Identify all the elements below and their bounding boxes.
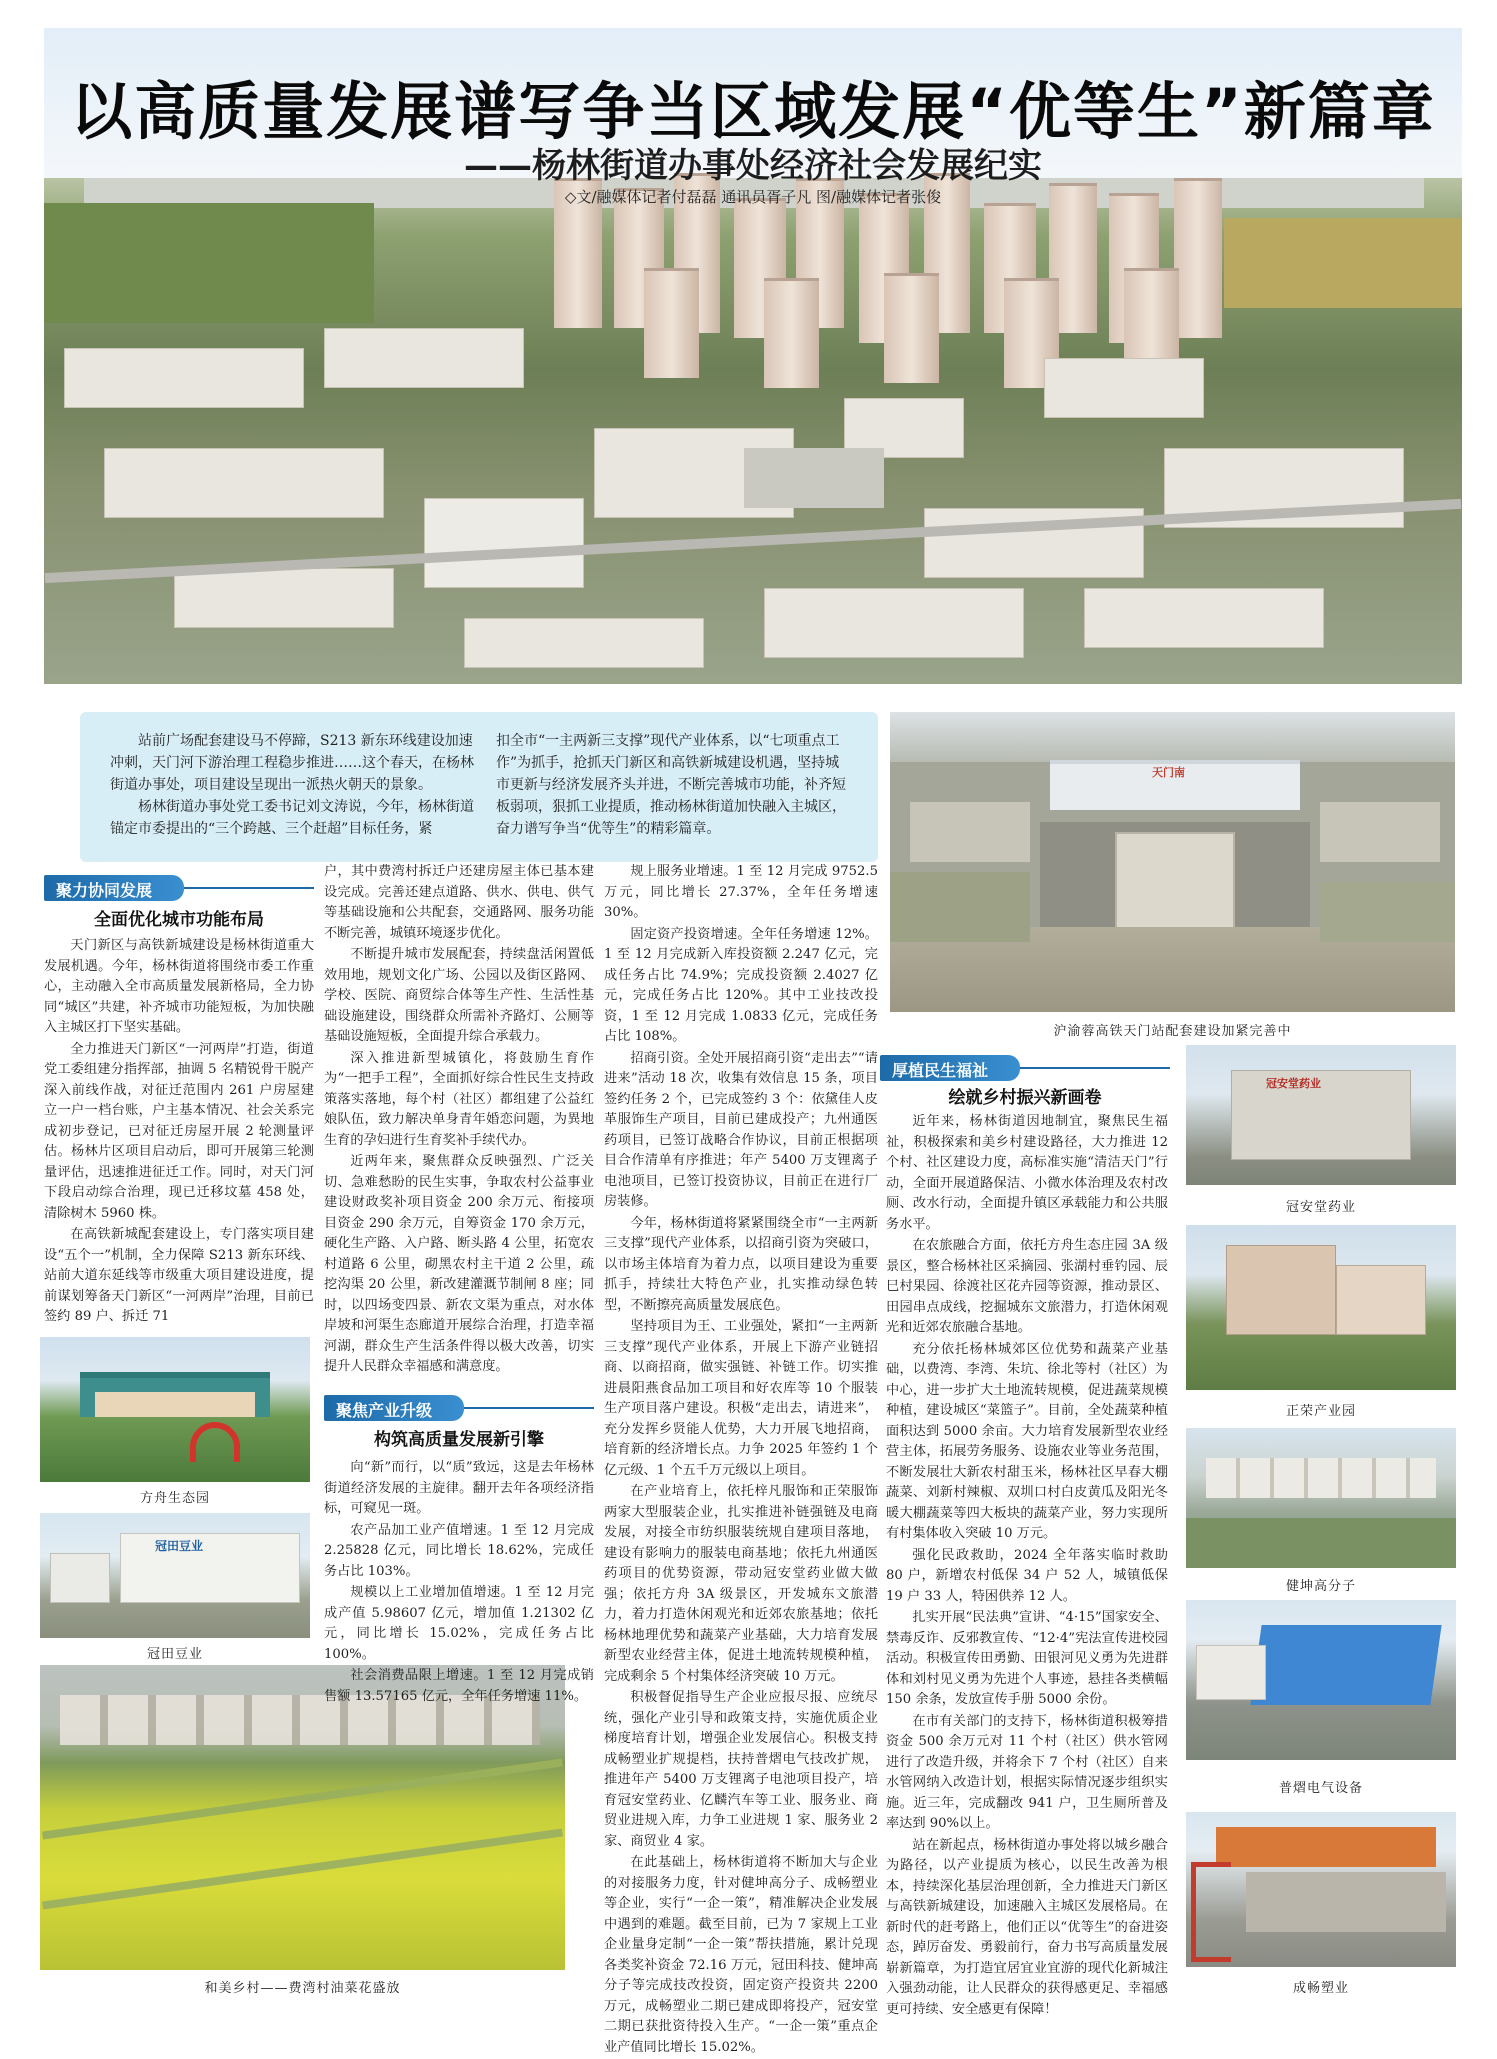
paragraph: 积极督促指导生产企业应报尽报、应统尽统，强化产业引导和政策支持，实施优质企业梯度培育计划，增强企业发展信心。积极支持成畅塑业扩规提档，扶持普熠电气技改扩规，推进年产 5400 万支锂离子电池项目投产，培育冠安堂药业、亿麟汽车等工业、服务业、商贸业进规入库，力争工业进规 1 家、服务业 2 家、商贸业 4 家。 [604,1690,878,1849]
hero-aerial-photo [44,28,1462,684]
intro-box [80,712,878,862]
paragraph: 天门新区与高铁新城建设是杨林街道重大发展机遇。今年，杨林街道将围绕市委工作重心，主动融入全市高质量发展新格局，全力协同“城区”共建，补齐城市功能短板，为加快融入主城区打下坚实基础。 [44,938,314,1035]
headline: 以高质量发展谱写争当区域发展“优等生”新篇章 [70,75,1436,148]
photo-zhengrong [1186,1225,1456,1390]
photo-rapeseed [40,1665,565,1970]
intro-paragraph: 扣全市“一主两新三支撑”现代产业体系，以“七项重点工作”为抓手，抢抓天门新区和高铁新城建设机遇，坚持城市更新与经济发展齐头并进，不断完善城市功能，补齐短板弱项，狠抓工业提质，推动杨林街道加快融入主城区，奋力谱写争当“优等生”的精彩篇章。 [496,733,846,837]
caption-jiankun: 健坤高分子 [1285,1579,1356,1594]
paragraph: 在市有关部门的支持下，杨林街道积极筹措资金 500 余万元对 11 个村（社区）供水管网进行了改造升级，并将余下 7 个村（社区）自来水管网纳入改造计划，根据实际情况逐步组织实施。近三年，完成翻改 941 户，卫生厕所普及率达到 90%以上。 [886,1713,1168,1831]
station-sign: 天门南 [1152,766,1185,779]
section-title-2: 构筑高质量发展新引擎 [374,1430,544,1450]
paragraph: 近两年来，聚焦群众反映强烈、广泛关切、急难愁盼的民生实事，争取农村公益事业建设财政奖补项目资金 200 余万元、衔接项目资金 290 余万元，自筹资金 170 余万元，硬化生产路、入户路、断头路 4 公里，拓宽农村道路 6 公里，砌黑农村主干道 2 公里，疏挖沟渠 20 公里，新改建灌溉节制闸 8 座；同时，以四场变四景、新农文渠为重点，对水体岸坡和河渠生态廊道开展综合治理，打造幸福河湖，群众生产生活条件得以极大改善，切实提升人民群众幸福感和满意度。 [324,1154,594,1374]
paragraph: 在农旅融合方面，依托方舟生态庄园 3A 级景区，整合杨林社区采摘园、张湖村垂钓园、辰巳村果园、徐渡社区花卉园等资源，推动景区、田园串点成线，挖掘城东文旅潜力，打造休闲观光和近郊农旅融合基地。 [886,1238,1168,1335]
caption-puyi: 普熠电气设备 [1278,1781,1363,1796]
section-title-1: 全面优化城市功能布局 [94,910,264,930]
section-title-3: 绘就乡村振兴新画卷 [948,1088,1102,1108]
paragraph: 社会消费品限上增速。1 至 12 月完成销售额 13.57165 亿元，全年任务增速 11%。 [324,1668,594,1704]
column-a [44,936,314,1329]
paragraph: 今年，杨林街道将紧紧围绕全市“一主两新三支撑”现代产业体系，以招商引资为突破口，以市场主体培育为着力点，以项目建设为重要抓手，持续壮大特色产业，扎实推动绿色转型，不断擦亮高质量发展底色。 [604,1215,878,1313]
section-rule [464,1407,594,1409]
caption-guantian: 冠田豆业 [146,1647,203,1662]
paragraph: 在此基础上，杨林街道将不断加大与企业的对接服务力度，针对健坤高分子、成畅塑业等企业，实行“一企一策”，精准解决企业发展中遇到的难题。截至目前，已为 7 家规上工业企业量身定制“一企一策”帮扶措施，累计兑现各类奖补资金 72.16 万元，冠田科技、健坤高分子等完成技改投资，固定资产投资共 2200 万元，成畅塑业二期已建成即将投产，冠安堂二期已获批资待投入生产。“一企一策”重点企业产值同比增长 15.02%。 [604,1855,878,2055]
caption-zhengrong: 正荣产业园 [1285,1404,1356,1419]
paragraph: 坚持项目为王、工业强处，紧扣“一主两新三支撑”现代产业体系，开展上下游产业链招商、以商招商，做实强链、补链工作。切实推进晨阳燕食品加工项目和好农库等 10 个服装生产项目落户建设。积极“走出去，请进来”，充分发挥乡贤能人优势，大力开展飞地招商，培育新的经济增长点。力争 2025 年签约 1 个亿元级、1 个五千万元级以上项目。 [604,1319,878,1478]
station-photo [890,712,1455,1012]
paragraph: 全力推进天门新区“一河两岸”打造，街道党工委组建分指挥部，抽调 5 名精锐骨干脱产深入前线作战，对征迁范围内 261 户房屋建立一户一档台账，户主基本情况、社会关系完成初步登记，已对征迁房屋开展 2 轮测量评估。杨林片区项目启动后，即可开展第三轮测量评估，迅速推进征迁工作。同时，对天门河下段启动综合治理，现已迁移坟墓 458 处，清除树木 5960 株。 [44,1041,314,1221]
photo-puyi [1186,1600,1456,1760]
intro-paragraph: 站前广场配套建设马不停蹄，S213 新东环线建设加速冲刺，天门河下游治理工程稳步推进……这个春天，在杨林街道办事处，项目建设呈现出一派热火朝天的景象。 [110,733,474,793]
paragraph: 向“新”而行，以“质”致远，这是去年杨林街道经济发展的主旋律。翻开去年各项经济指标，可窥见一斑。 [324,1460,594,1516]
section-tag-2: 聚焦产业升级 [324,1395,464,1421]
guananta-sign: 冠安堂药业 [1266,1077,1321,1090]
paragraph: 扎实开展“民法典”宣讲、“4·15”国家安全、禁毒反诈、反邪教宣传、“12·4”宪法宣传进校园活动。积极宣传田勇勤、田银河见义勇为先进群体和刘村见义勇为先进个人事迹，悬挂各类横幅 150 余条，发放宣传手册 5000 余份。 [886,1610,1168,1707]
photo-jiankun [1186,1428,1456,1568]
paragraph: 招商引资。全处开展招商引资“走出去”“请进来”活动 18 次，收集有效信息 15 条，项目签约任务 2 个，已完成签约 3 个：依黛佳人皮革服饰生产项目，目前已建成投产；九州通医药项目，已签订战略合作协议，目前正根据项目合作清单有序推进；年产 5400 万支锂离子电池项目，已签订投资协议，目前正在进行厂房装修。 [604,1050,878,1209]
paragraph: 不断提升城市发展配套，持续盘活闲置低效用地，规划文化广场、公园以及街区路网、学校、医院、商贸综合体等生产性、生活性基础设施建设，围绕群众所需补齐路灯、公厕等基础设施短板，全面提升综合承载力。 [324,947,594,1044]
paragraph: 站在新起点，杨林街道办事处将以城乡融合为路径，以产业提质为核心，以民生改善为根本，持续深化基层治理创新，全力推进天门新区与高铁新城建设，加速融入主城区发展格局。在新时代的赶考路上，他们正以“优等生”的奋进姿态，踔厉奋发、勇毅前行，奋力书写高质量发展崭新篇章，为打造宜居宜业宜游的现代化新城注入强劲动能，让人民群众的获得感更足、幸福感更可持续、安全感更有保障！ [886,1837,1168,2017]
caption-rapeseed: 和美乡村——费湾村油菜花盛放 [204,1981,401,1996]
section-tag-3: 厚植民生福祉 [880,1055,1020,1081]
paragraph: 深入推进新型城镇化，将鼓励生育作为“一把手工程”，全面抓好综合性民生支持政策落实落地，每个村（社区）都组建了公益红娘队伍，致力解决单身青年婚恋问题，为異地生育的孕妇进行生育奖补手续代办。 [324,1050,594,1148]
photo-fangzhou [40,1337,310,1482]
section-rule [184,887,314,889]
caption-guananta: 冠安堂药业 [1285,1200,1356,1215]
column-b [324,862,594,1379]
paragraph: 规模以上工业增加值增速。1 至 12 月完成产值 5.98607 亿元，增加值 1.21302 亿元，同比增长 15.02%，完成任务占比 100%。 [324,1585,594,1662]
photo-guantian [40,1513,310,1638]
intro-column-1 [110,730,476,840]
guantian-sign: 冠田豆业 [155,1539,204,1553]
station-caption: 沪渝蓉高铁天门站配套建设加紧完善中 [1053,1024,1292,1039]
caption-fangzhou: 方舟生态园 [139,1491,210,1506]
caption-chengchang: 成畅塑业 [1292,1981,1349,1996]
paragraph: 固定资产投资增速。全年任务增速 12%。1 至 12 月完成新入库投资额 2.247 亿元，完成任务占比 74.9%；完成投资额 2.4027 亿元，完成任务占比 120%。其中工业技改投资，1 至 12 月完成 1.0833 亿元，完成任务占比 108%。 [604,926,878,1044]
column-c [604,862,878,2059]
paragraph: 在高铁新城配套建设上，专门落实项目建设“五个一”机制，全力保障 S213 新东环线、站前大道东延线等市级重大项目建设进度，提前谋划筹备天门新区“一河两岸”治理，目前已签约 89 户、拆迁 71 [44,1227,314,1324]
intro-paragraph: 杨林街道办事处党工委书记刘文涛说，今年，杨林街道锚定市委提出的“三个跨越、三个赶超”目标任务，紧 [110,799,474,837]
paragraph: 近年来，杨林街道因地制宜，聚焦民生福祉，积极探索和美乡村建设路径，大力推进 12 个村、社区建设力度，高标准实施“清洁天门”行动，全面开展道路保洁、小微水体治理及农村改厕、改水行动，全面提升镇区承载能力和公共服务水平。 [886,1114,1168,1232]
byline: ◇文/融媒体记者付磊磊 通讯员胥子凡 图/融媒体记者张俊 [564,188,942,206]
photo-chengchang [1186,1812,1456,1967]
column-b2 [324,1458,594,1708]
column-d [886,1112,1168,2021]
paragraph: 规上服务业增速。1 至 12 月完成 9752.5 万元，同比增长 27.37%，全年任务增速 30%。 [604,864,878,920]
section-tag-1: 聚力协同发展 [44,875,184,901]
paragraph: 在产业培育上，依托梓凡服饰和正荣服饰两家大型服装企业，扎实推进补链强链及电商发展，对接全市纺织服装统规自建项目落地，建设有影响力的服装电商基地；依托九州通医药项目的优势资源，带动冠安堂药业做大做强；依托方舟 3A 级景区，开发城东文旅潜力，着力打造休闲观光和近郊农旅基地；依托杨林地理优势和蔬菜产业基础，大力培育发展新型农业经营主体，促进土地流转规模种植，完成剩余 5 个村集体经济突破 10 万元。 [604,1484,878,1684]
subheadline: ——杨林街道办事处经济社会发展纪实 [464,146,1042,186]
photo-guananta [1186,1045,1456,1185]
paragraph: 户，其中费湾村拆迁户还建房屋主体已基本建设完成。完善还建点道路、供水、供电、供气等基础设施和公共配套，交通路网、服务功能不断完善，城镇环境逐步优化。 [324,864,594,941]
paragraph: 强化民政救助，2024 全年落实临时救助 80 户，新增农村低保 34 户 52 人，城镇低保 19 户 33 人，特困供养 12 人。 [886,1547,1168,1604]
paragraph: 充分依托杨林城郊区位优势和蔬菜产业基础，以费湾、李湾、朱坑、徐北等村（社区）为中心，进一步扩大土地流转规模，促进蔬菜规模种植，建设城区“菜篮子”。目前，全处蔬菜种植面积达到 5000 余亩。大力培育发展新型农业经营主体，拓展劳务服务、设施农业等业务范围，不断发展壮大新农村甜玉米，杨林社区早春大棚蔬菜、刘新村辣椒、双圳口村白皮黄瓜及阳光冬暖大棚蔬菜等四大板块的蔬菜产业，努力实现所有村集体收入突破 10 万元。 [886,1341,1168,1541]
paragraph: 农产品加工业产值增速。1 至 12 月完成 2.25828 亿元，同比增长 18.62%，完成任务占比 103%。 [324,1522,594,1579]
section-rule [1020,1067,1170,1069]
intro-column-2 [496,730,848,840]
